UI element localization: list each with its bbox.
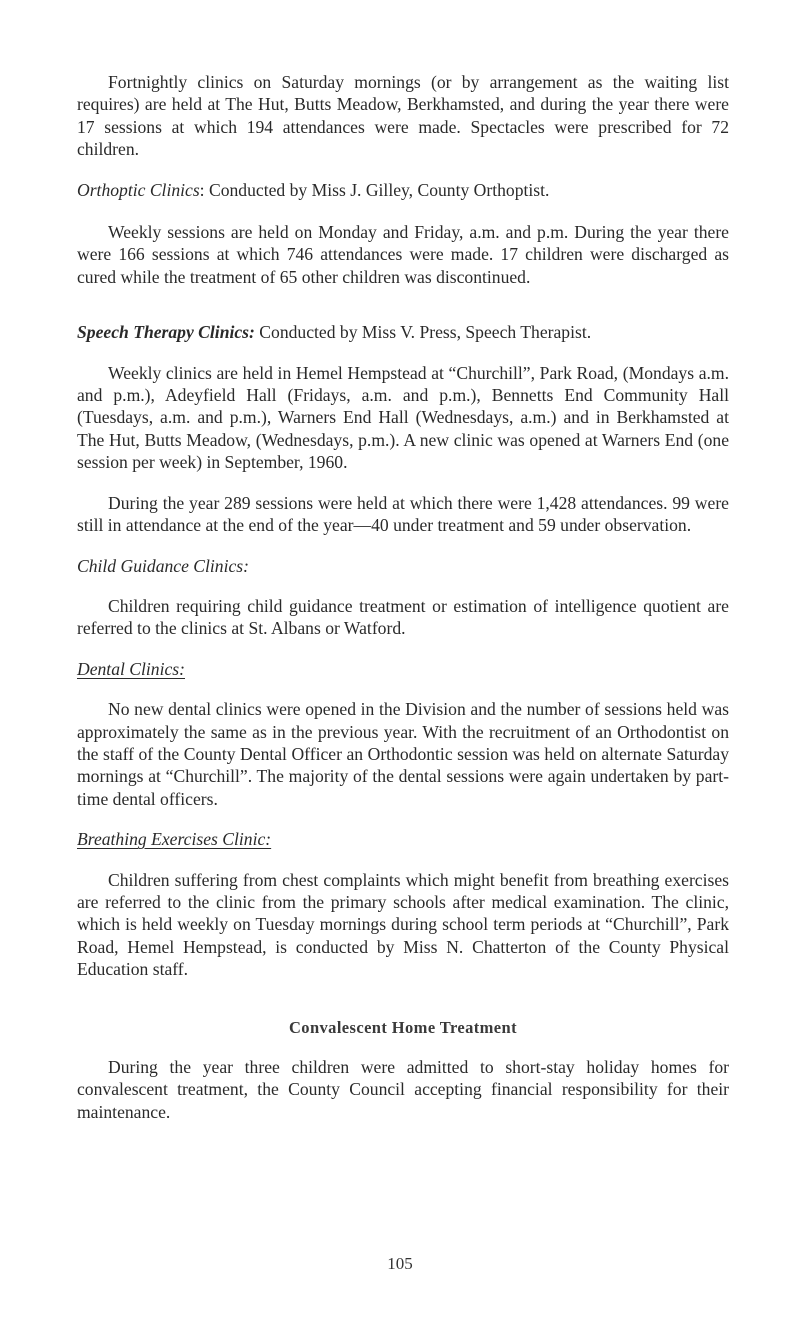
orthoptic-clinics-heading [77, 179, 729, 201]
paragraph-child-guidance: Children requiring child guidance treatment or estimation of intelligence quotient are referred to the clinics at St. Albans or Watford. [77, 595, 729, 639]
paragraph-speech-attendances: During the year 289 sessions were held at which there were 1,428 attendances. 99 were still in attendance at the end of the year—40 under treatment and 59 under observation. [77, 492, 729, 536]
paragraph-convalescent-treatment: During the year three children were admitted to short-stay holiday homes for convalescent treatment, the County Council accepting financial responsibility for their maintenance. [77, 1057, 729, 1122]
breathing-exercises-heading [77, 828, 729, 850]
page-number: 105 [387, 1254, 413, 1273]
paragraph-orthoptic-sessions: Weekly sessions are held on Monday and Friday, a.m. and p.m. During the year there were 166 sessions at which 746 attendances were made. 17 children were discharged as cured while the treatment of 65 other children was discontinued. [77, 222, 729, 287]
paragraph-saturday-clinics: Fortnightly clinics on Saturday mornings (or by arrangement as the waiting list requires) are held at The Hut, Butts Meadow, Berkhamsted, and during the year there were 17 sessions at which 194 attendances were made. Spectacles were prescribed for 72 children. [77, 72, 729, 160]
document-page [77, 71, 729, 1141]
convalescent-home-title: Convalescent Home Treatment [288, 1017, 517, 1037]
orthoptic-clinics-label: Orthoptic Clinics [77, 179, 200, 200]
paragraph-breathing-exercises: Children suffering from chest complaints which might benefit from breathing exercises are referred to the clinic from the primary schools after medical examination. The clinic, which is held weekly on Tuesday mornings during school term periods at “Churchill”, Park Road, Hemel Hempstead, is conducted by Miss N. Chatterton of the County Physical Education staff. [77, 869, 729, 980]
child-guidance-label: Child Guidance Clinics: [77, 555, 250, 576]
speech-therapy-conductor: Conducted by Miss V. Press, Speech Therapist. [254, 322, 592, 343]
paragraph-speech-clinics: Weekly clinics are held in Hemel Hempstead at “Churchill”, Park Road, (Mondays a.m. and p.m.), Adeyfield Hall (Fridays, a.m. and p.m.), Bennetts End Community Hall (Tuesdays, a.m. and p.m.), Warners End Hall (Wednesdays, a.m.) and in Berkhamsted at The Hut, Butts Meadow, (Wednesdays, p.m.). A new clinic was opened at Warners End (one session per week) in September, 1960. [77, 362, 729, 473]
dental-clinics-label: Dental Clinics: [77, 658, 185, 679]
child-guidance-heading [77, 555, 729, 577]
orthoptic-clinics-conductor: : Conducted by Miss J. Gilley, County Orthoptist. [199, 179, 550, 200]
speech-therapy-label: Speech Therapy Clinics: [77, 322, 255, 343]
paragraph-dental-clinics: No new dental clinics were opened in the Division and the number of sessions held was approximately the same as in the previous year. With the recruitment of an Orthodontist on the staff of the County Dental Officer an Orthodontic session was held on alternate Saturday mornings at “Churchill”. The majority of the dental sessions were again undertaken by part-time dental officers. [77, 699, 729, 809]
dental-clinics-heading [77, 658, 729, 680]
speech-therapy-heading [77, 321, 729, 343]
breathing-exercises-label: Breathing Exercises Clinic: [77, 829, 272, 850]
